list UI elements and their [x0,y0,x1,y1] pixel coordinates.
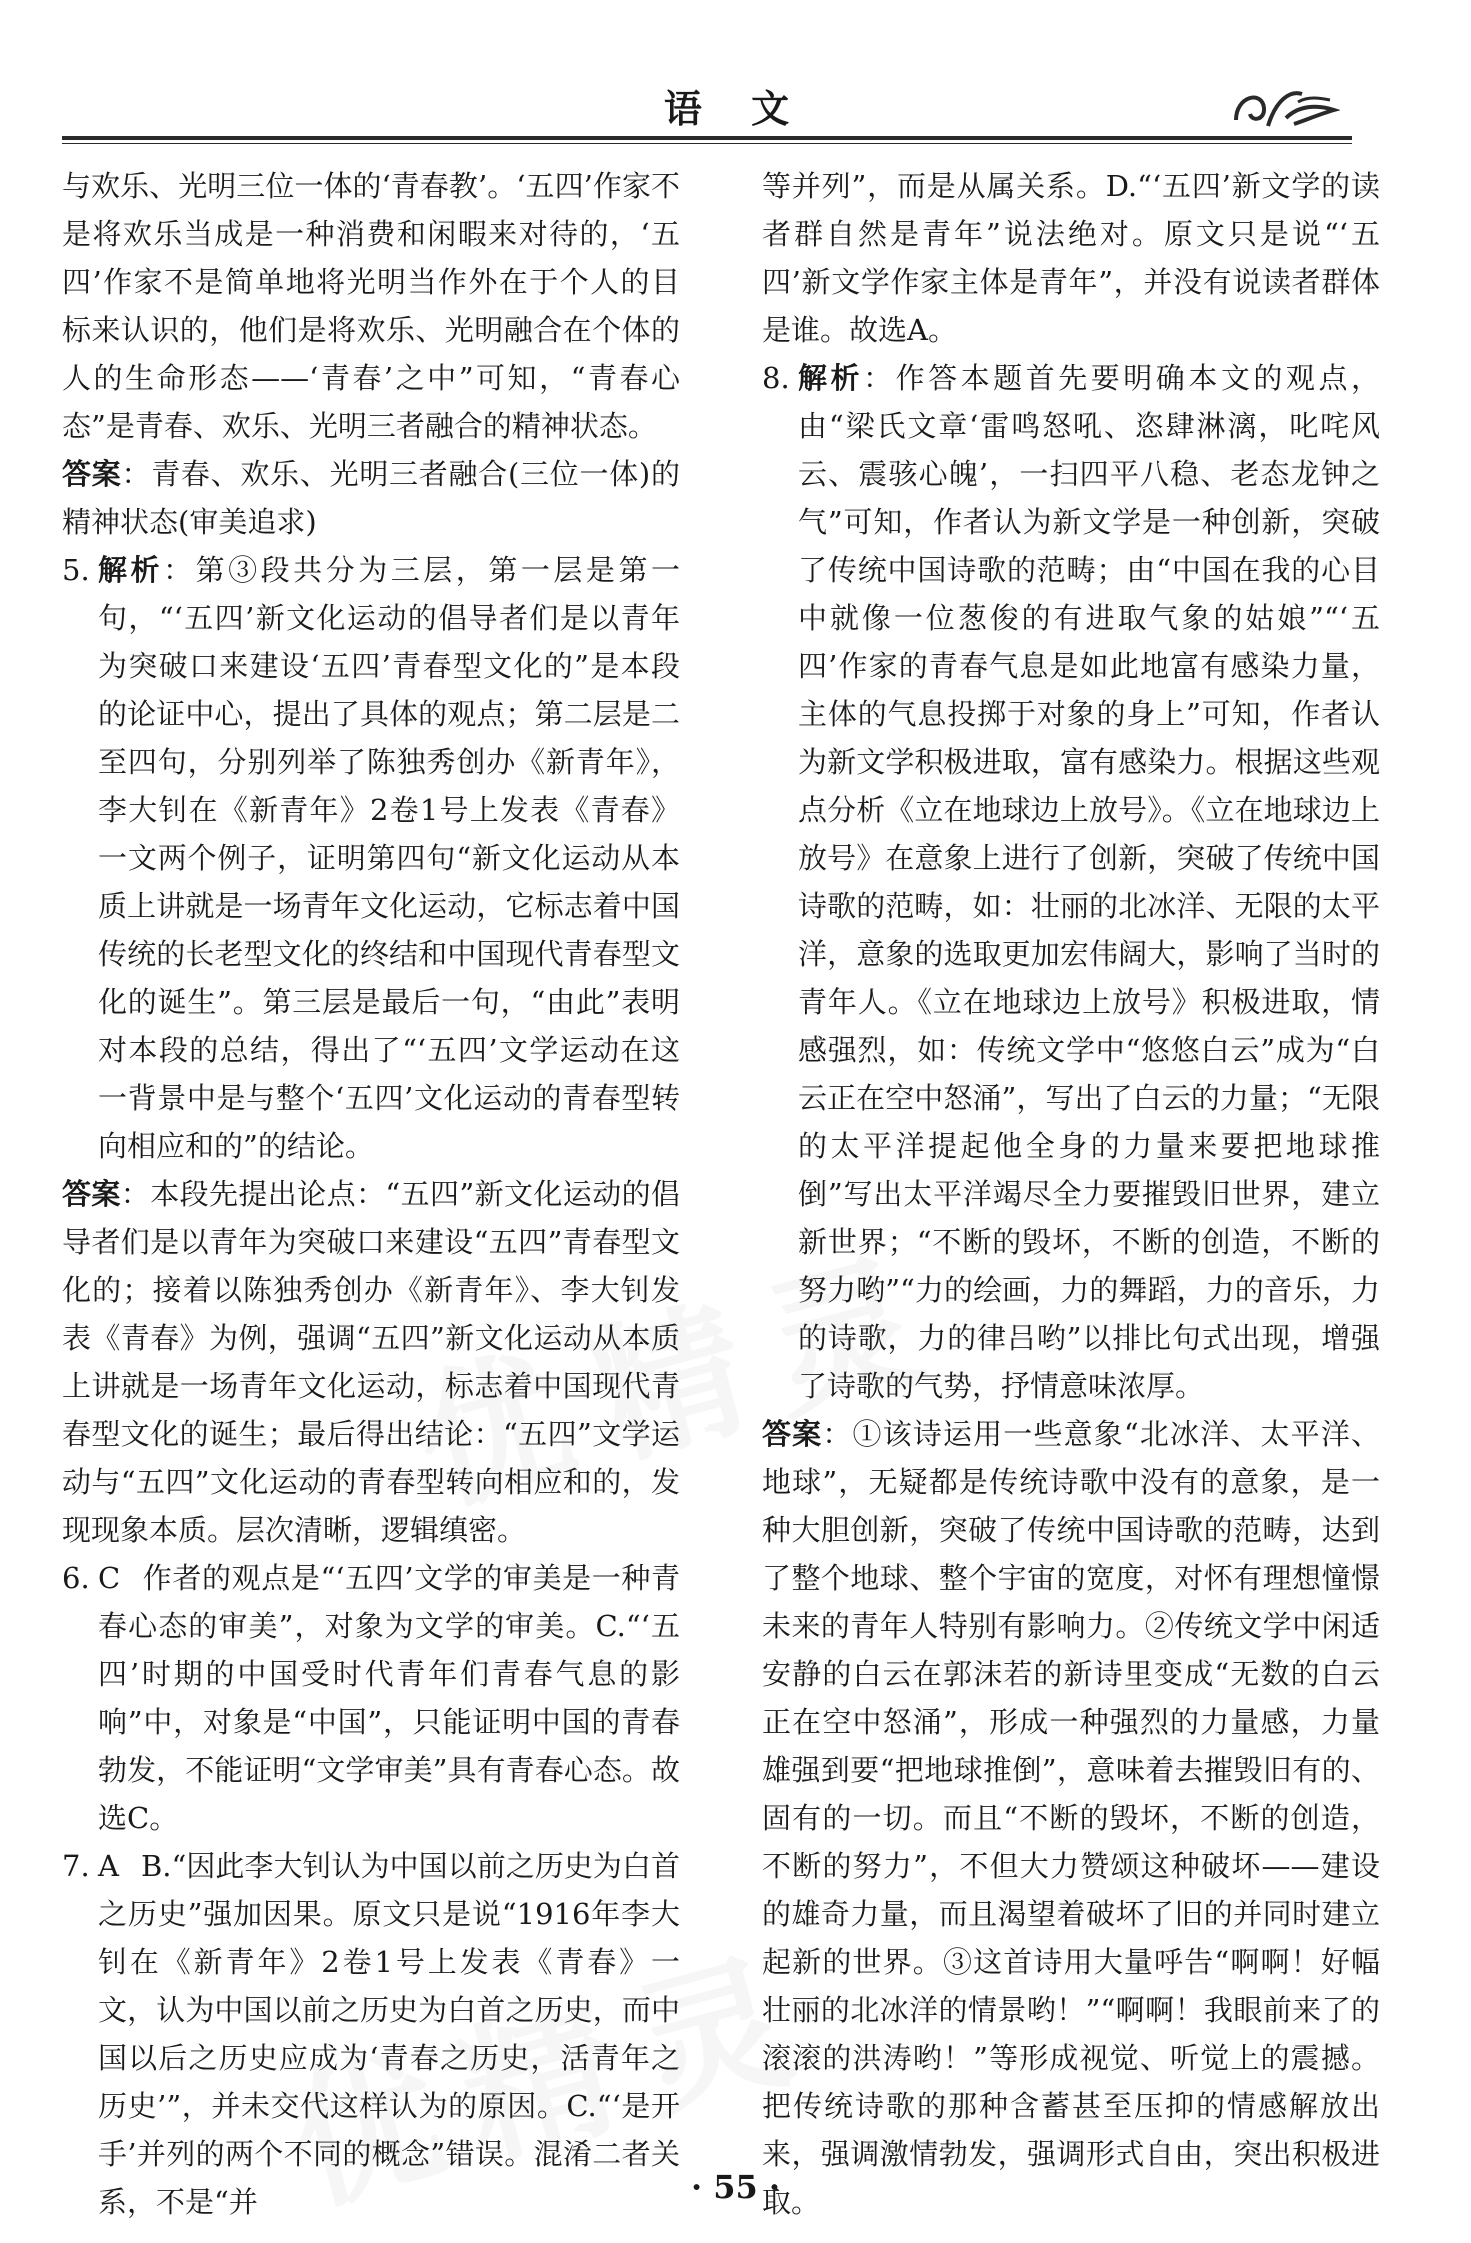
answer-block: 答案：青春、欢乐、光明三者融合(三位一体)的精神状态(审美追求) [62,457,680,539]
header-divider [62,136,1352,140]
question-5-analysis: 5. 解析：第③段共分为三层，第一层是第一句，“‘五四’新文化运动的倡导者们是以青年为突破口来建设‘五四’青春型文化的”是本段的论证中心，提出了具体的观点；第二层是二至四句，分别列举了陈独秀创办《新青年》，李大钊在《新青年》2卷1号上发表《青春》一文两个例子，证明第四句“新文化运动从本质上讲就是一场青年文化运动，它标志着中国传统的长老型文化的终结和中国现代青春型文化的诞生”。第三层是最后一句，“由此”表明对本段的总结，得出了“‘五四’文学运动在这一背景中是与整个‘五四’文化运动的青春型转向相应和的”的结论。 [62,553,680,1163]
subject-title: 语 文 [663,87,808,131]
page-number: · 55 · [690,2168,781,2206]
question-7-answer: 7. A B.“因此李大钊认为中国以前之历史为白首之历史”强加因果。原文只是说“1916年李大钊在《新青年》2卷1号上发表《青春》一文，认为中国以前之历史为白首之历史，而中国以后之历史应成为‘青春之历史，活青年之历史’”，并未交代这样认为的原因。C.“‘是开手’并列的两个不同的概念”错误。混淆二者关系，不是“并 [62,1849,680,2219]
answer-block: 答案：本段先提出论点：“五四”新文化运动的倡导者们是以青年为突破口来建设“五四”青春型文化的；接着以陈独秀创办《新青年》、李大钊发表《青春》为例，强调“五四”新文化运动从本质上讲就是一场青年文化运动，标志着中国现代青春型文化的诞生；最后得出结论：“五四”文学运动与“五四”文化运动的青春型转向相应和的，发现现象本质。层次清晰，逻辑缜密。 [62,1177,680,1547]
question-6-answer: 6. C 作者的观点是“‘五四’文学的审美是一种青春心态的审美”，对象为文学的审美。C.“‘五四’时期的中国受时代青年们青春气息的影响”中，对象是“中国”，只能证明中国的青春勃发，不能证明“文学审美”具有青春心态。故选C。 [62,1561,680,1835]
decorative-swirl-icon [1228,80,1340,134]
left-column [62,162,680,2226]
analysis-continuation: 与欢乐、光明三位一体的‘青春教’。‘五四’作家不是将欢乐当成是一种消费和闲暇来对待的，‘五四’作家不是简单地将光明当作外在于个人的目标来认识的，他们是将欢乐、光明融合在个体的人的生命形态——‘青春’之中”可知，“青春心态”是青春、欢乐、光明三者融合的精神状态。 [62,169,680,443]
right-column [762,162,1380,2226]
question-7-continuation: 等并列”，而是从属关系。D.“‘五四’新文学的读者群自然是青年”说法绝对。原文只是说“‘五四’新文学作家主体是青年”，并没有说读者群体是谁。故选A。 [762,169,1380,347]
question-8-analysis: 8. 解析：作答本题首先要明确本文的观点，由“梁氏文章‘雷鸣怒吼、恣肆淋漓，叱咤风云、震骇心魄’，一扫四平八稳、老态龙钟之气”可知，作者认为新文学是一种创新，突破了传统中国诗歌的范畴；由“中国在我的心目中就像一位葱俊的有进取气象的姑娘”“‘五四’作家的青春气息是如此地富有感染力量，主体的气息投掷于对象的身上”可知，作者认为新文学积极进取，富有感染力。根据这些观点分析《立在地球边上放号》。《立在地球边上放号》在意象上进行了创新，突破了传统中国诗歌的范畴，如：壮丽的北冰洋、无限的太平洋，意象的选取更加宏伟阔大，影响了当时的青年人。《立在地球边上放号》积极进取，情感强烈，如：传统文学中“悠悠白云”成为“白云正在空中怒涌”，写出了白云的力量；“无限的太平洋提起他全身的力量来要把地球推倒”写出太平洋竭尽全力要摧毁旧世界，建立新世界；“不断的毁坏，不断的创造，不断的努力哟”“力的绘画，力的舞蹈，力的音乐，力的诗歌，力的律吕哟”以排比句式出现，增强了诗歌的气势，抒情意味浓厚。 [762,361,1380,1403]
header-divider-thin [62,143,1352,144]
answer-block: 答案：①该诗运用一些意象“北冰洋、太平洋、地球”，无疑都是传统诗歌中没有的意象，是一种大胆创新，突破了传统中国诗歌的范畴，达到了整个地球、整个宇宙的宽度，对怀有理想憧憬未来的青年人特别有影响力。②传统文学中闲适安静的白云在郭沫若的新诗里变成“无数的白云正在空中怒涌”，形成一种强烈的力量感，力量雄强到要“把地球推倒”，意味着去摧毁旧有的、固有的一切。而且“不断的毁坏，不断的创造，不断的努力”，不但大力赞颂这种破坏——建设的雄奇力量，而且渴望着破坏了旧的并同时建立起新的世界。③这首诗用大量呼告“啊啊！好幅壮丽的北冰洋的情景哟！”“啊啊！我眼前来了的滚滚的洪涛哟！”等形成视觉、听觉上的震撼。把传统诗歌的那种含蓄甚至压抑的情感解放出来，强调激情勃发，强调形式自由，突出积极进取。 [762,1417,1380,2219]
